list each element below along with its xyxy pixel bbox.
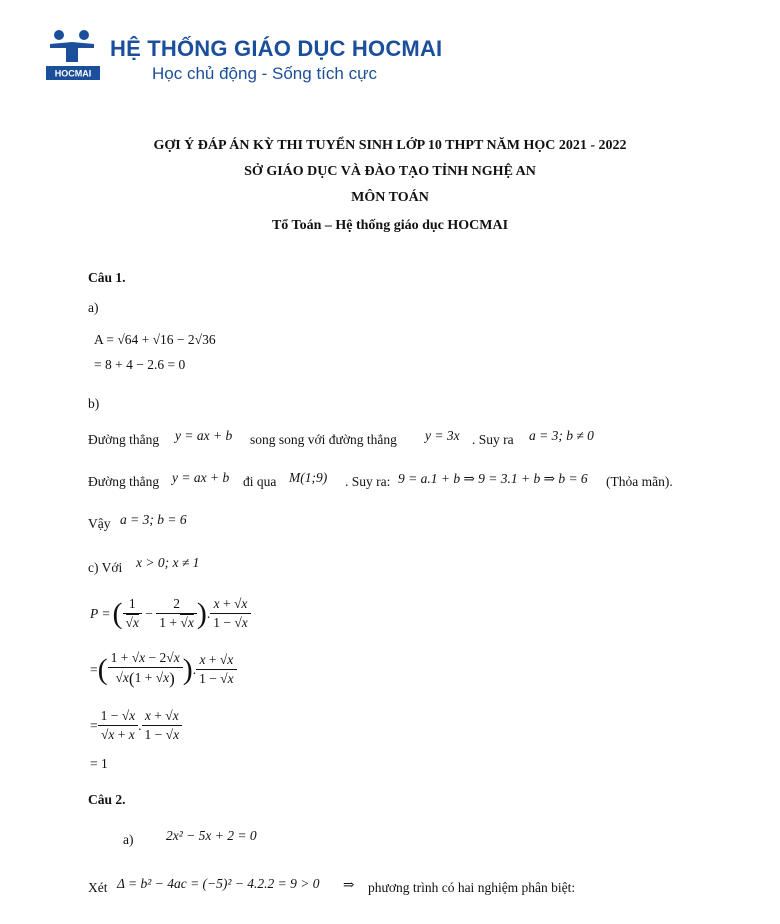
- q1-b-line1-eq1: y = ax + b: [175, 428, 233, 443]
- q1-b-line3-eq: a = 3; b = 6: [120, 512, 187, 527]
- q1-b-line1-text3: . Suy ra: [472, 432, 514, 447]
- q2-delta-text: Xét: [88, 880, 108, 895]
- q1-title: Câu 1.: [88, 270, 126, 285]
- brand-header: [44, 28, 464, 88]
- logo-text: HOCMAI: [54, 68, 92, 79]
- q2-title: Câu 2.: [88, 792, 126, 807]
- q2-delta-equation: Δ = b² − 4ac = (−5)² − 4.2.2 = 9 > 0: [117, 876, 320, 891]
- q1-b-line2-text3: . Suy ra:: [345, 474, 391, 489]
- q1-b-line2-eq3: 9 = a.1 + b ⇒ 9 = 3.1 + b ⇒ b = 6: [398, 471, 588, 486]
- q2-a-equation: 2x² − 5x + 2 = 0: [166, 828, 257, 843]
- q1-a-line2: = 8 + 4 − 2.6 = 0: [94, 357, 186, 372]
- p-equals: P =: [90, 605, 111, 621]
- q1-b-line2-text4: (Thỏa mãn).: [606, 474, 673, 489]
- q1-p-line2: = ( $\frac{1 + √x - 2√x}{√x(1 + √x)}$ ) . $\frac{x + √x}{1 - √x}$: [90, 650, 237, 689]
- q1-p-line1: P = ( $\frac{1}{√x}$ − $\frac{2}{1 + √x}$ ) . $\frac{x + √x}{1 - √x}$: [90, 596, 251, 631]
- exam-author: Tổ Toán – Hệ thống giáo dục HOCMAI: [271, 218, 509, 233]
- q1-c-condition: x > 0; x ≠ 1: [136, 555, 200, 570]
- q1-b-line1-eq3: a = 3; b ≠ 0: [529, 428, 594, 443]
- q1-b-line1-text2: song song với đường thẳng: [250, 432, 397, 447]
- q2-implies-arrow: ⇒: [343, 877, 355, 892]
- brand-slogan: Học chủ động - Sống tích cực: [152, 64, 377, 83]
- exam-subject: MÔN TOÁN: [351, 190, 429, 205]
- q1-b-line2-eq2: M(1;9): [289, 470, 328, 485]
- q1-b-line1-eq2: y = 3x: [425, 428, 460, 443]
- q1-c-label: c) Với: [88, 560, 123, 575]
- q2-a-label: a): [123, 832, 134, 847]
- q1-b-line2-eq1: y = ax + b: [172, 470, 230, 485]
- q2-delta-result: phương trình có hai nghiệm phân biệt:: [368, 880, 576, 895]
- q1-b-line2-text2: đi qua: [243, 474, 277, 489]
- q1-b-line1-text1: Đường thẳng: [88, 432, 160, 447]
- q1-a-line1: A = √64 + √16 − 2√36: [94, 332, 216, 347]
- hocmai-logo: [44, 28, 102, 82]
- q1-b-line3-text: Vậy: [88, 516, 111, 531]
- exam-title: GỢI Ý ĐÁP ÁN KỲ THI TUYỂN SINH LỚP 10 THPT NĂM HỌC 2021 - 2022: [153, 138, 627, 153]
- q1-b-line2-text1: Đường thẳng: [88, 474, 160, 489]
- q1-b-label: b): [88, 396, 100, 411]
- q1-p-result: = 1: [90, 756, 108, 771]
- q1-p-line3: = $\frac{1 - √x}{√x + x}$ . $\frac{x + √x}{1 - √x}$: [90, 708, 182, 743]
- brand-title: HỆ THỐNG GIÁO DỤC HOCMAI: [110, 36, 443, 61]
- exam-department: SỞ GIÁO DỤC VÀ ĐÀO TẠO TỈNH NGHỆ AN: [244, 164, 536, 179]
- q1-a-label: a): [88, 300, 99, 315]
